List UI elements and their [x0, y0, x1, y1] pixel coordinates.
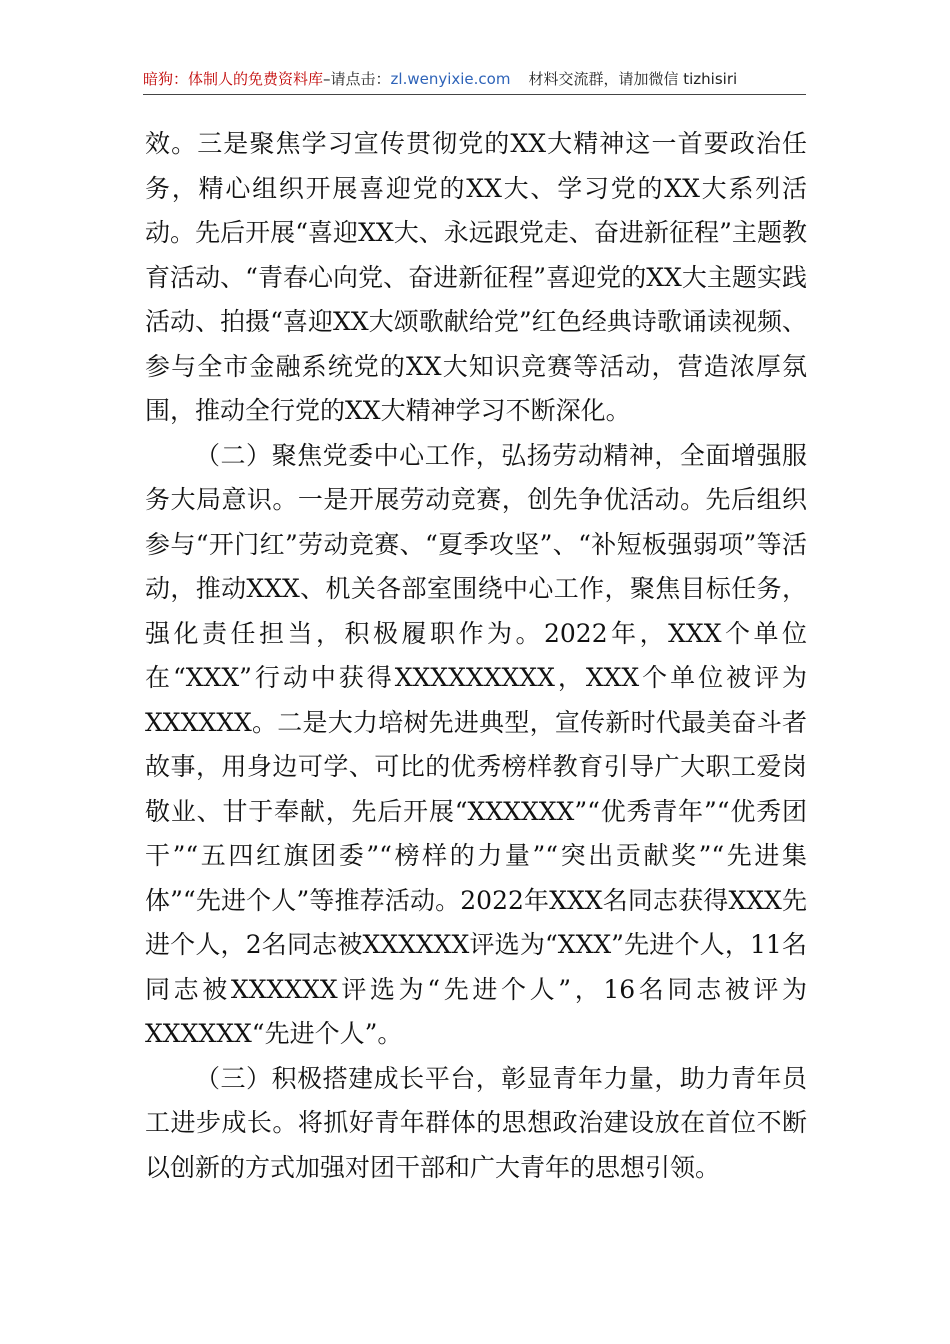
header-link[interactable]: zl.wenyixie.com — [390, 70, 511, 88]
header-contact: 材料交流群，请加微信 tizhisiri — [528, 70, 738, 88]
header-link-prefix: –请点击： — [323, 70, 391, 88]
paragraph-section-2: （二）聚焦党委中心工作，弘扬劳动精神，全面增强服务大局意识。一是开展劳动竞赛，创先争优活动。先后组织参与“开门红”劳动竞赛、“夏季攻坚”、“补短板强弱项”等活动，推动XXX、机关各部室围绕中心工作，聚焦目标任务，强化责任担当，积极履职作为。2022年，XXX个单位在“XXX”行动中获得XXXXXXXXX，XXX个单位被评为XXXXXX。二是大力培树先进典型，宣传新时代最美奋斗者故事，用身边可学、可比的优秀榜样教育引导广大职工爱岗敬业、甘于奉献，先后开展“XXXXXX”“优秀青年”“优秀团干”“五四红旗团委”“榜样的力量”“突出贡献奖”“先进集体”“先进个人”等推荐活动。2022年XXX名同志获得XXX先进个人，2名同志被XXXXXX评选为“XXX”先进个人，11名同志被XXXXXX评选为“先进个人”，16名同志被评为XXXXXX“先进个人”。 — [145, 440, 807, 1048]
paragraph-section-3: （三）积极搭建成长平台，彰显青年力量，助力青年员工进步成长。将抓好青年群体的思想政治建设放在首位不断以创新的方式加强对团干部和广大青年的思想引领。 — [145, 1063, 807, 1182]
header-brand: 暗狗：体制人的免费资料库 — [143, 70, 324, 88]
paragraph-continuation: 效。三是聚焦学习宣传贯彻党的XX大精神这一首要政治任务，精心组织开展喜迎党的XX大、学习党的XX大系列活动。先后开展“喜迎XX大、永远跟党走、奋进新征程”主题教育活动、“青春心向党、奋进新征程”喜迎党的XX大主题实践活动、拍摄“喜迎XX大颂歌献给党”红色经典诗歌诵读视频、参与全市金融系统党的XX大知识竞赛等活动，营造浓厚氛围，推动全行党的XX大精神学习不断深化。 — [145, 129, 807, 425]
page-header — [143, 68, 806, 95]
document-body — [145, 122, 807, 1190]
